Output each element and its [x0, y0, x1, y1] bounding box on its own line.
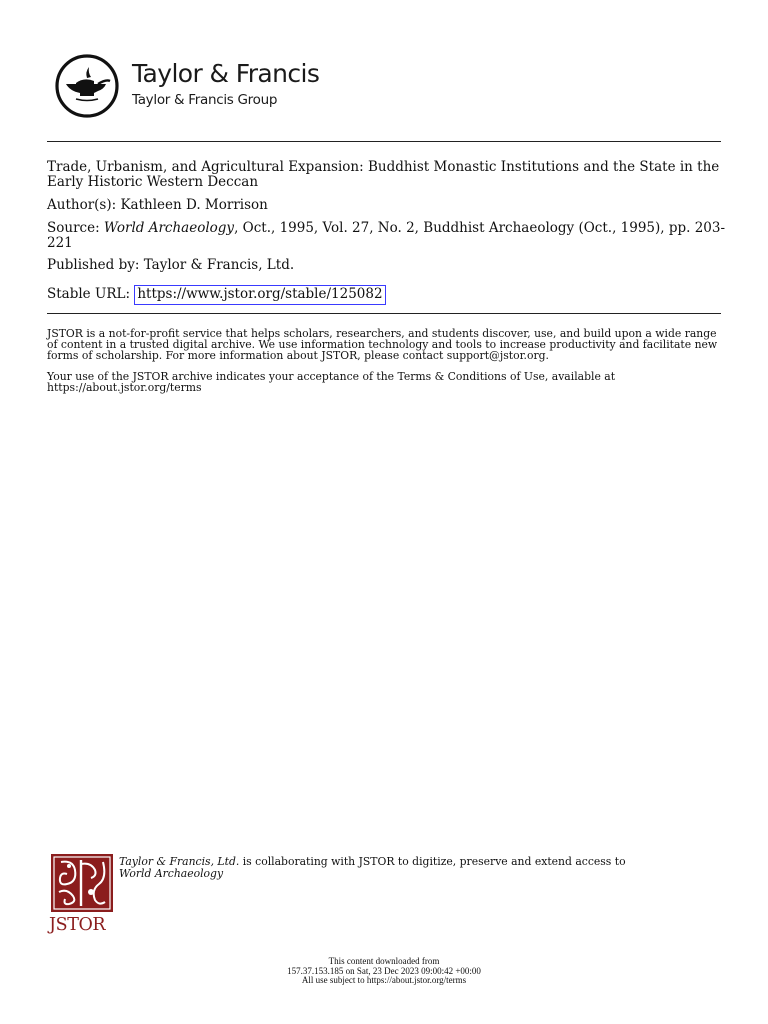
stable-url-link[interactable]: https://www.jstor.org/stable/125082 — [134, 285, 385, 305]
download-line-2: 157.37.153.185 on Sat, 23 Dec 2023 09:00:42 +00:00 — [287, 965, 481, 976]
source-line — [47, 221, 727, 250]
lamp-logo-icon — [54, 53, 120, 119]
publisher-name: Taylor & Francis — [132, 59, 320, 88]
middle-divider — [47, 313, 721, 314]
collab-journal: World Archaeology — [119, 866, 224, 880]
source-details: , Oct., 1995, Vol. 27, No. 2, Buddhist Archaeology (Oct., 1995), pp. 203-221 — [47, 220, 726, 251]
publisher-label: Published by: — [47, 257, 140, 273]
article-title: Trade, Urbanism, and Agricultural Expansion: Buddhist Monastic Institutions and the State in the Early Historic Western Deccan — [47, 159, 720, 190]
source-label: Source: — [47, 220, 100, 236]
download-line-3: All use subject to https://about.jstor.org/terms — [301, 975, 467, 985]
download-line-1: This content downloaded from — [328, 956, 440, 966]
jstor-notice: JSTOR is a not-for-profit service that helps scholars, researchers, and students discover, use, and build upon a wide range of content in a trusted digital archive. We use information technology and tools to increase productivity and facilitate new forms of scholarship. For more information about JSTOR, please contact support@jstor.org. — [47, 327, 718, 362]
jstor-logo — [49, 854, 115, 936]
publisher-logo — [52, 52, 352, 122]
terms-notice: Your use of the JSTOR archive indicates your acceptance of the Terms & Conditions of Use, available at https://about.jstor.org/terms — [47, 370, 616, 394]
jstor-wordmark: JSTOR — [49, 915, 106, 935]
source-journal: World Archaeology — [103, 220, 235, 236]
stable-url-line — [47, 285, 727, 305]
publisher-line — [47, 258, 727, 273]
download-notice — [0, 957, 768, 986]
author-name: Kathleen D. Morrison — [120, 197, 268, 213]
author-line — [47, 198, 727, 213]
top-divider — [47, 141, 721, 142]
stable-url-label: Stable URL: — [47, 286, 131, 302]
collab-text: is collaborating with JSTOR to digitize, preserve and extend access to — [239, 855, 626, 868]
publisher-group: Taylor & Francis Group — [132, 92, 278, 108]
jstor-emblem-icon — [51, 854, 113, 912]
publisher-value: Taylor & Francis, Ltd. — [143, 257, 295, 273]
collaboration-statement — [119, 856, 739, 879]
collab-publisher: Taylor & Francis, Ltd. — [119, 855, 240, 868]
author-label: Author(s): — [47, 197, 117, 213]
